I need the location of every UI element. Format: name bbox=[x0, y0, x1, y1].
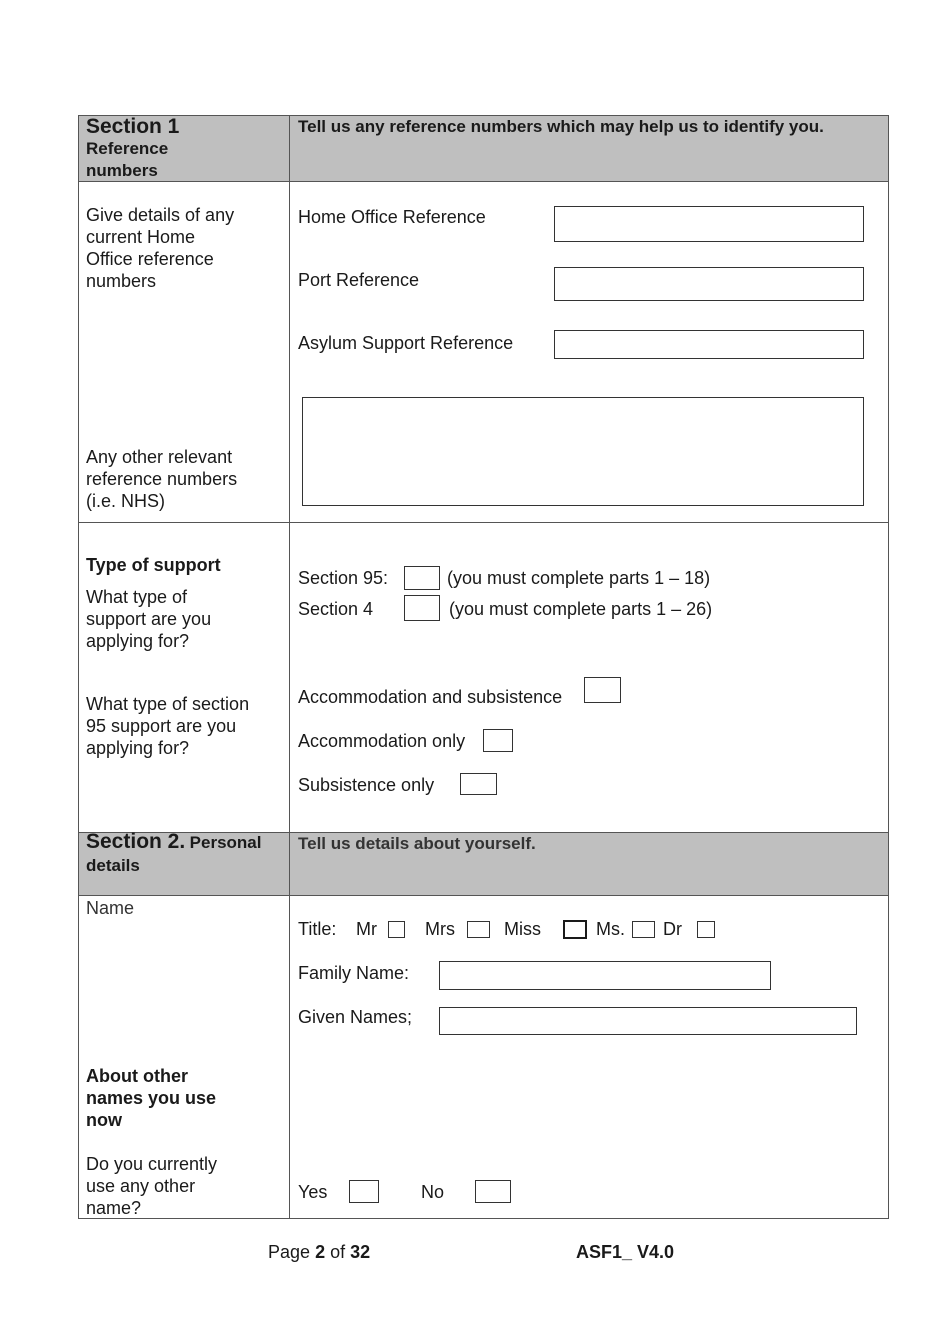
other-reference-numbers-textarea[interactable] bbox=[302, 397, 864, 506]
section1-header-text: Tell us any reference numbers which may help us to identify you. bbox=[298, 117, 824, 136]
home-office-reference-input[interactable] bbox=[554, 206, 864, 242]
heading-line: About other bbox=[86, 1066, 188, 1086]
label-line: Office reference bbox=[86, 249, 214, 269]
label-line: applying for? bbox=[86, 631, 190, 651]
port-reference-input[interactable] bbox=[554, 267, 864, 301]
asylum-support-reference-input[interactable] bbox=[554, 330, 864, 359]
row-divider-2 bbox=[78, 522, 889, 523]
family-name-label: Family Name: bbox=[298, 963, 410, 983]
title-mr-label: Mr bbox=[356, 919, 377, 939]
section1-number: Section 1 bbox=[86, 115, 180, 138]
title-mrs-checkbox[interactable] bbox=[467, 921, 490, 938]
section1-title bbox=[86, 116, 286, 182]
section95-label: Section 95: bbox=[298, 568, 389, 588]
type-of-support-heading: Type of support bbox=[86, 555, 221, 575]
label-line: numbers bbox=[86, 271, 157, 291]
family-name-input[interactable] bbox=[439, 961, 771, 990]
other-names-heading bbox=[86, 1065, 281, 1131]
title-ms-label: Ms. bbox=[596, 919, 625, 939]
label-line: What type of section bbox=[86, 694, 250, 714]
section2-title-part1: Personal bbox=[189, 833, 262, 852]
heading-line: names you use bbox=[86, 1088, 217, 1108]
accommodation-and-subsistence-label: Accommodation and subsistence bbox=[298, 687, 563, 707]
page-total: 32 bbox=[350, 1242, 371, 1262]
other-reference-label bbox=[86, 446, 281, 512]
section2-number: Section 2. bbox=[86, 830, 186, 853]
title-miss-checkbox[interactable] bbox=[563, 920, 587, 939]
section4-checkbox[interactable] bbox=[404, 595, 440, 621]
other-names-no-label: No bbox=[421, 1182, 445, 1202]
column-divider bbox=[289, 115, 290, 1219]
section95-checkbox[interactable] bbox=[404, 566, 440, 590]
title-dr-checkbox[interactable] bbox=[697, 921, 715, 938]
section95-support-question bbox=[86, 693, 281, 759]
subsistence-only-checkbox[interactable] bbox=[460, 773, 497, 795]
section1-title-line2: numbers bbox=[86, 161, 158, 180]
label-line: reference numbers bbox=[86, 469, 238, 489]
page-prefix: Page bbox=[268, 1242, 311, 1262]
section2-title-part2: details bbox=[86, 856, 140, 875]
label-line: What type of bbox=[86, 587, 188, 607]
label-line: (i.e. NHS) bbox=[86, 491, 166, 511]
given-names-label: Given Names; bbox=[298, 1007, 413, 1027]
accommodation-and-subsistence-checkbox[interactable] bbox=[584, 677, 621, 703]
section95-note: (you must complete parts 1 – 18) bbox=[447, 568, 711, 588]
title-mr-checkbox[interactable] bbox=[388, 921, 405, 938]
table-border-right bbox=[888, 115, 889, 1219]
row-divider-4 bbox=[78, 895, 889, 896]
title-dr-label: Dr bbox=[663, 919, 682, 939]
accommodation-only-label: Accommodation only bbox=[298, 731, 466, 751]
other-names-question bbox=[86, 1153, 281, 1219]
form-code: ASF1_ V4.0 bbox=[576, 1242, 675, 1262]
page-number bbox=[268, 1241, 370, 1263]
label-line: current Home bbox=[86, 227, 196, 247]
title-label: Title: bbox=[298, 919, 337, 939]
type-of-support-question bbox=[86, 586, 281, 652]
label-line: use any other bbox=[86, 1176, 196, 1196]
given-names-input[interactable] bbox=[439, 1007, 857, 1035]
section2-title bbox=[86, 831, 286, 877]
label-line: Any other relevant bbox=[86, 447, 233, 467]
port-reference-label: Port Reference bbox=[298, 270, 420, 290]
label-line: Do you currently bbox=[86, 1154, 218, 1174]
name-label: Name bbox=[86, 898, 135, 918]
label-line: Give details of any bbox=[86, 205, 235, 225]
page-current: 2 bbox=[315, 1242, 326, 1262]
section2-header-text: Tell us details about yourself. bbox=[298, 834, 536, 853]
other-names-yes-label: Yes bbox=[298, 1182, 328, 1202]
accommodation-only-checkbox[interactable] bbox=[483, 729, 513, 752]
label-line: applying for? bbox=[86, 738, 190, 758]
subsistence-only-label: Subsistence only bbox=[298, 775, 435, 795]
other-names-no-checkbox[interactable] bbox=[475, 1180, 511, 1203]
section4-label: Section 4 bbox=[298, 599, 374, 619]
title-mrs-label: Mrs bbox=[425, 919, 455, 939]
home-office-reference-label: Home Office Reference bbox=[298, 207, 486, 227]
page-of: of bbox=[330, 1242, 346, 1262]
asylum-support-reference-label: Asylum Support Reference bbox=[298, 333, 514, 353]
title-miss-label: Miss bbox=[504, 919, 541, 939]
reference-details-label bbox=[86, 204, 281, 292]
title-ms-checkbox[interactable] bbox=[632, 921, 655, 938]
label-line: support are you bbox=[86, 609, 212, 629]
section4-note: (you must complete parts 1 – 26) bbox=[449, 599, 713, 619]
table-border-left bbox=[78, 115, 79, 1219]
heading-line: now bbox=[86, 1110, 122, 1130]
label-line: name? bbox=[86, 1198, 142, 1218]
section1-title-line1: Reference bbox=[86, 139, 169, 158]
label-line: 95 support are you bbox=[86, 716, 237, 736]
other-names-yes-checkbox[interactable] bbox=[349, 1180, 379, 1203]
